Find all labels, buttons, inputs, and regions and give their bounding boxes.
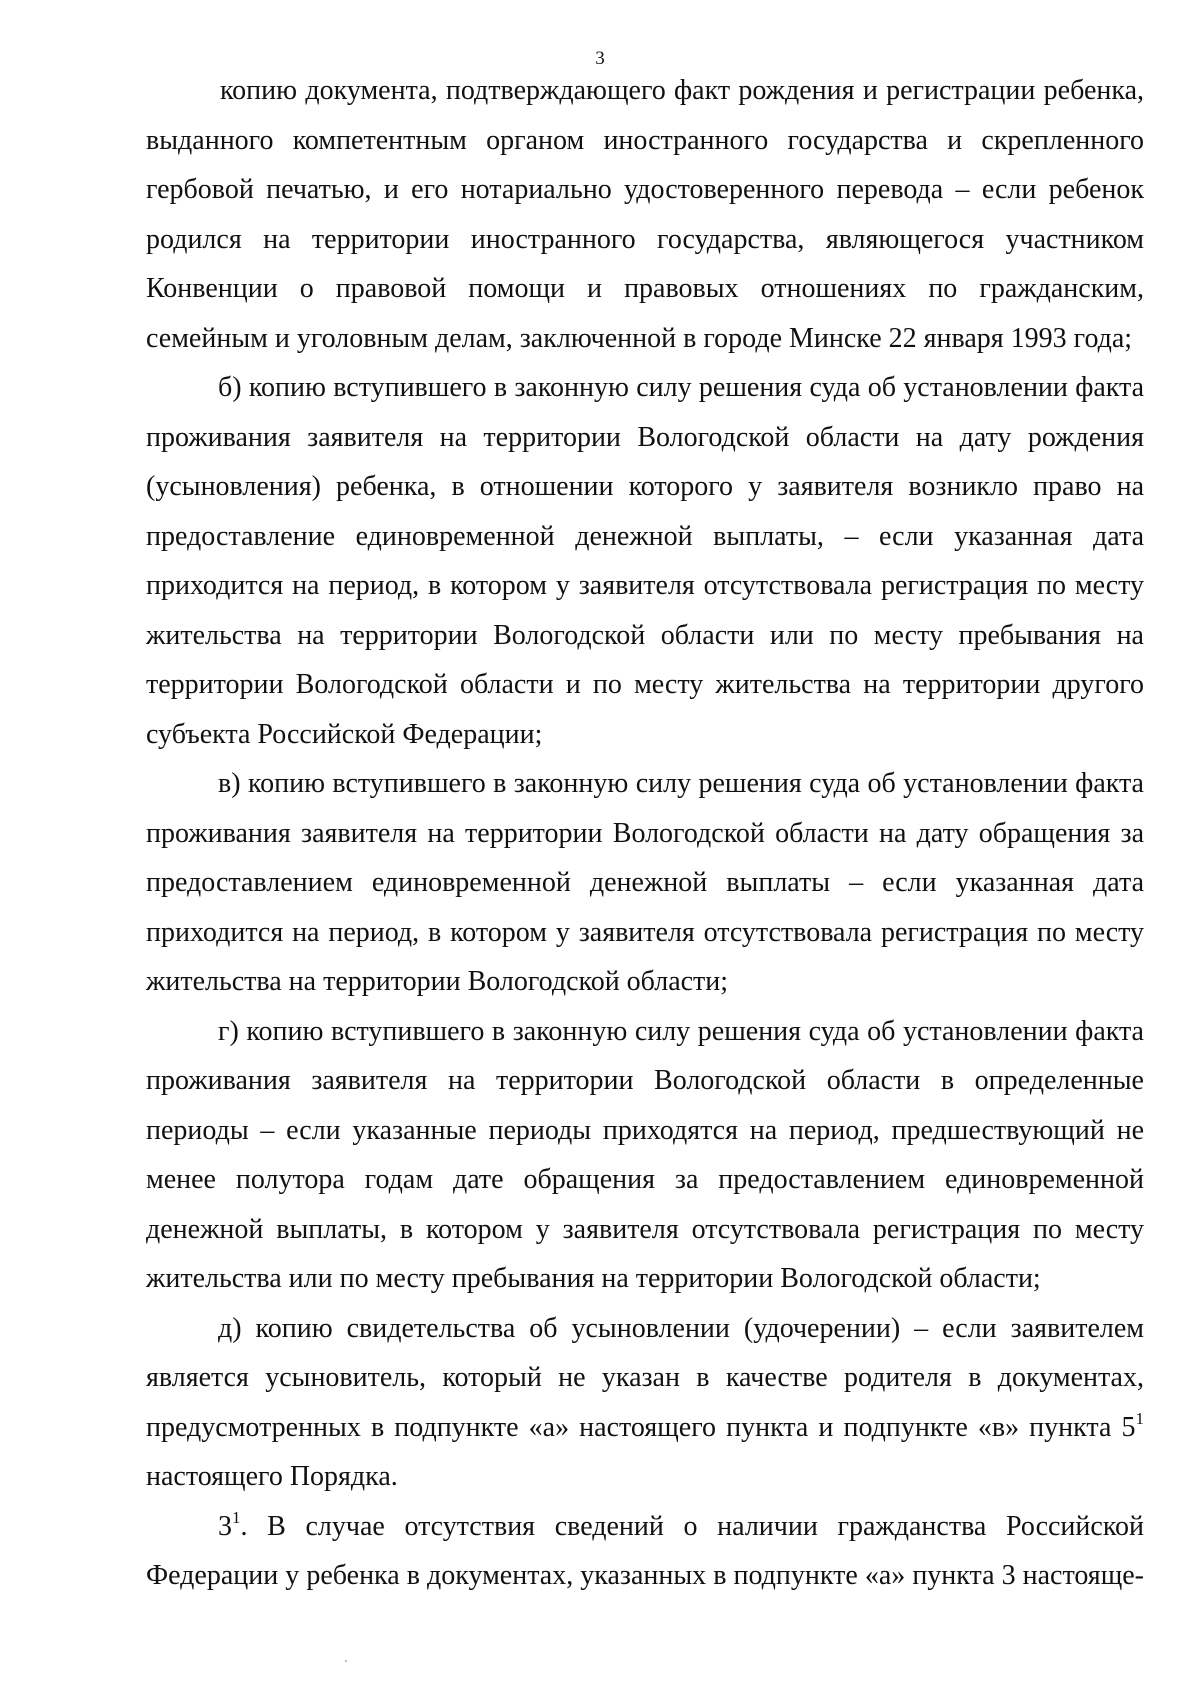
paragraph-item-d bbox=[146, 1304, 1144, 1502]
superscript-index: 1 bbox=[232, 1507, 241, 1527]
paragraph-item-g: г) копию вступившего в законную силу решения суда об установлении факта проживания заявителя на территории Вологодской области в определенные периоды – если указанные периоды приходятся на период, предшествующий не менее полутора годам дате обращения за предоставлением единовременной денежной выплаты, в котором у заявителя отсутствовала регистрация по месту жительства или по месту пребывания на территории Вологодской области; bbox=[146, 1015, 1144, 1294]
clause-text: . В случае отсутствия сведений о наличии гражданства Российской Федерации у ребенка в документах, указанных в подпункте «а» пункта 3 настояще- bbox=[146, 1510, 1144, 1591]
paragraph-item-b: б) копию вступившего в законную силу решения суда об установлении факта проживания заявителя на территории Вологодской области на дату рождения (усыновления) ребенка, в отношении которого у заявителя возникло право на предоставление единовременной денежной выплаты, – если указанная дата приходится на период, в котором у заявителя отсутствовала регистрация по месту жительства на территории Вологодской области или по месту пребывания на территории Вологодской области и по месту жительства на территории другого субъекта Российской Федерации; bbox=[146, 372, 1144, 750]
paragraph-item-v: в) копию вступившего в законную силу решения суда об установлении факта проживания заявителя на территории Вологодской области на дату обращения за предоставлением единовременной денежной выплаты – если указанная дата приходится на период, в котором у заявителя отсутствовала регистрация по месту жительства на территории Вологодской области; bbox=[146, 768, 1144, 997]
paragraph-item-d-text: д) копию свидетельства об усыновлении (удочерении) – если заявителем является усыновитель, который не указан в качестве родителя в документах, предусмотренных в подпункте «а» настоящего пункта и подпункте «в» пункта 5 bbox=[146, 1312, 1144, 1443]
scan-speck bbox=[345, 1660, 347, 1662]
page-number: 3 bbox=[595, 48, 605, 69]
superscript-index: 1 bbox=[1135, 1408, 1144, 1428]
paragraph-clause-3-1 bbox=[146, 1502, 1144, 1601]
document-body bbox=[146, 66, 1144, 1601]
paragraph-continued: копию документа, подтверждающего факт рождения и регистрации ребенка, выданного компетентным органом иностранного государства и скрепленного гербовой печатью, и его нотариально удостоверенного перевода – если ребенок родился на территории иностранного государства, являющегося участником Конвенции о правовой помощи и правовых отношениях по гражданским, семейным и уголовным делам, заключенной в городе Минске 22 января 1993 года; bbox=[146, 75, 1144, 354]
clause-number: 3 bbox=[218, 1510, 232, 1542]
paragraph-item-d-tail: настоящего Порядка. bbox=[146, 1461, 398, 1492]
